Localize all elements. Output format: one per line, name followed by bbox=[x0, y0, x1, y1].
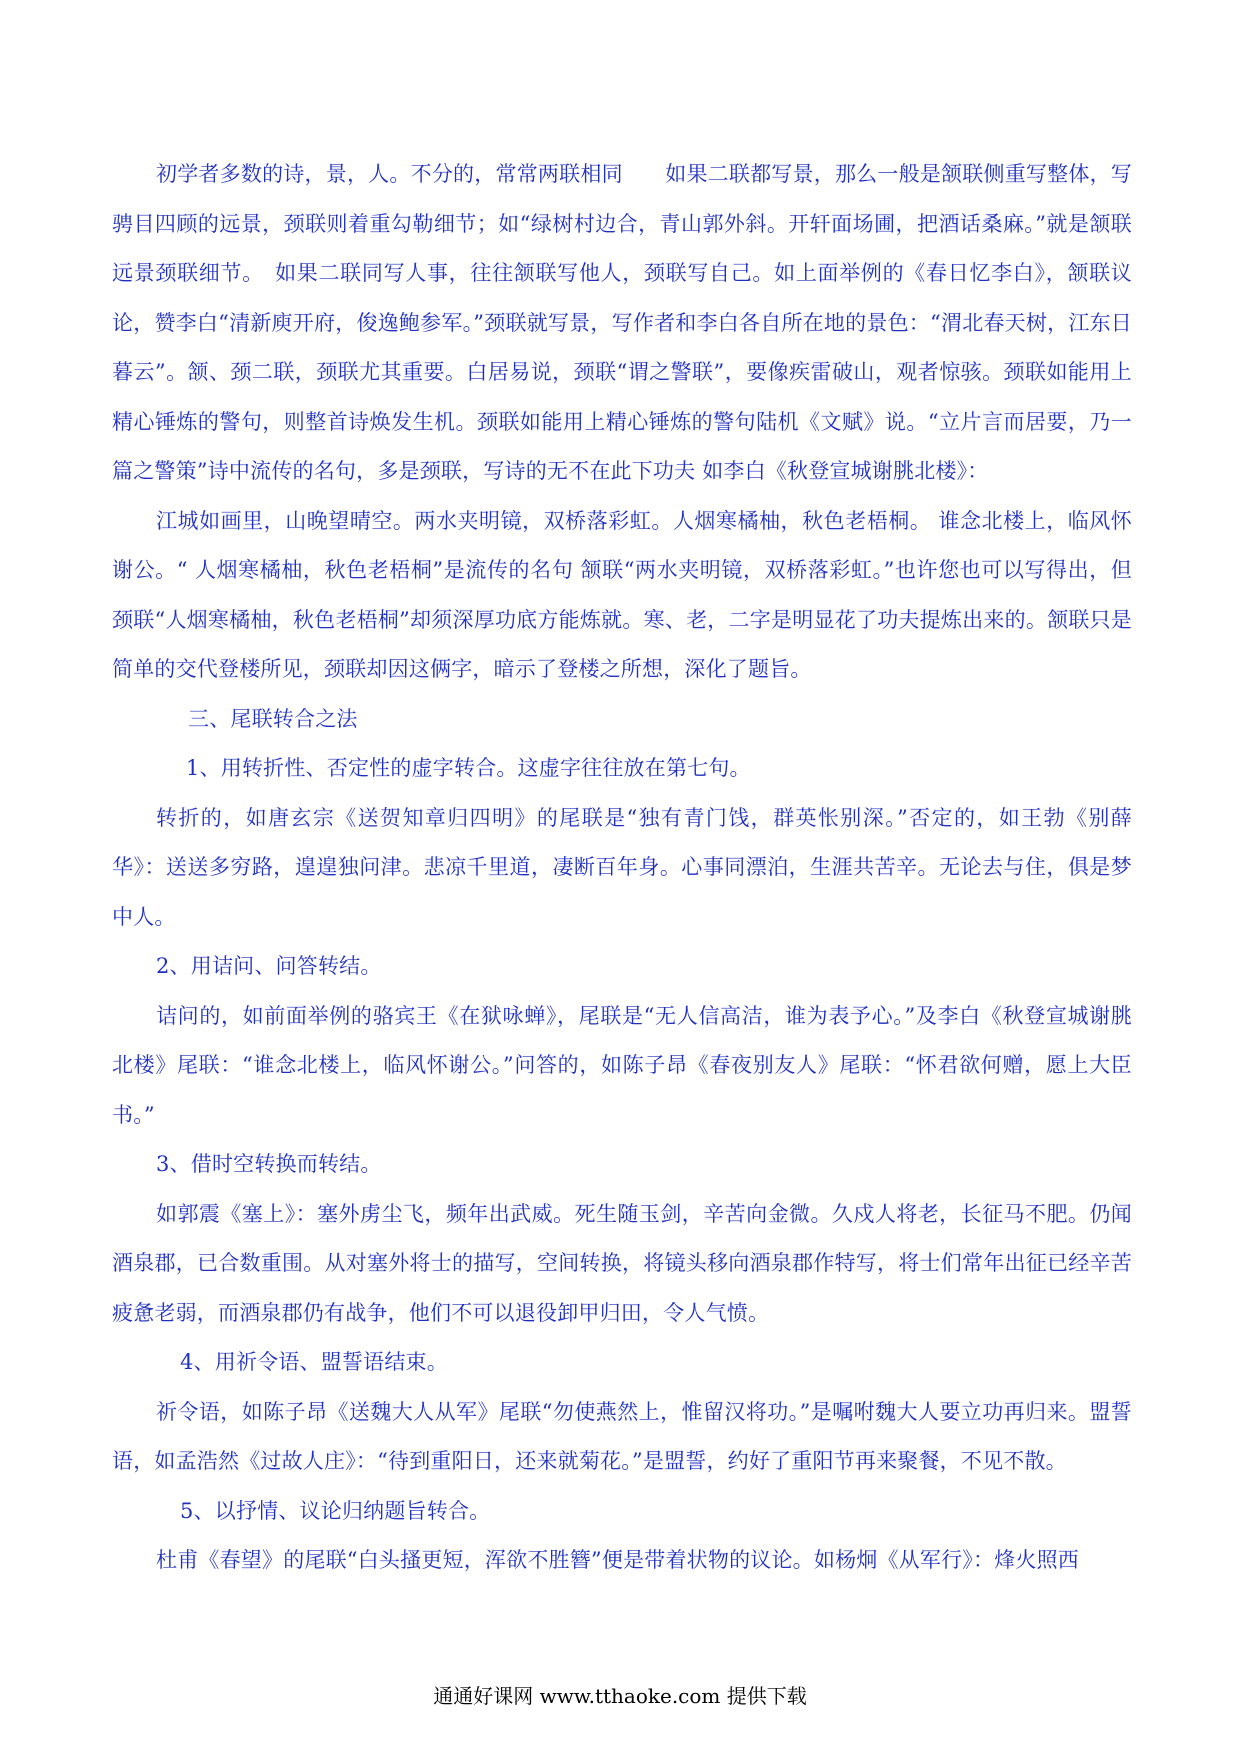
subheading-method-3: 3、借时空转换而转结。 bbox=[156, 1152, 382, 1176]
paragraph-method-1: 转折的，如唐玄宗《送贺知章归四明》的尾联是“独有青门饯，群英怅别深。”否定的，如王勃《别薛华》：送送多穷路，遑遑独问津。悲凉千里道，凄断百年身。心事同漂泊，生涯共苦辛。无论去与住，俱是梦中人。 bbox=[112, 805, 1132, 929]
paragraph-poem-example: 江城如画里，山晚望晴空。两水夹明镜，双桥落彩虹。人烟寒橘柚，秋色老梧桐。 谁念北楼上，临风怀谢公。“ 人烟寒橘柚，秋色老梧桐”是流传的名句 颔联“两水夹明镜，双桥落彩虹。”也许您也可以写得出，但颈联“人烟寒橘柚，秋色老梧桐”却须深厚功底方能炼就。寒、老，二字是明显花了功夫提炼出来的。颔联只是简单的交代登楼所见，颈联却因这俩字，暗示了登楼之所想，深化了题旨。 bbox=[112, 508, 1132, 681]
document-body bbox=[112, 150, 1132, 1586]
paragraph-method-4: 祈令语，如陈子昂《送魏大人从军》尾联“勿使燕然上，惟留汉将功。”是嘱咐魏大人要立功再归来。盟誓语，如孟浩然《过故人庄》：“待到重阳日，还来就菊花。”是盟誓，约好了重阳节再来聚餐，不见不散。 bbox=[112, 1399, 1132, 1473]
section-heading-tail-couplet: 三、尾联转合之法 bbox=[188, 706, 358, 731]
page-footer: 通通好课网 www.tthaoke.com 提供下载 bbox=[433, 1684, 807, 1708]
paragraph-method-2: 诘问的，如前面举例的骆宾王《在狱咏蝉》，尾联是“无人信高洁，谁为表予心。”及李白《秋登宣城谢朓北楼》尾联：“谁念北楼上，临风怀谢公。”问答的，如陈子昂《春夜别友人》尾联：“怀君欲何赠，愿上大臣书。” bbox=[112, 1003, 1132, 1127]
paragraph-method-3: 如郭震《塞上》：塞外虏尘飞，频年出武威。死生随玉剑，辛苦向金微。久戍人将老，长征马不肥。仍闻酒泉郡，已合数重围。从对塞外将士的描写，空间转换，将镜头移向酒泉郡作特写，将士们常年出征已经辛苦疲惫老弱，而酒泉郡仍有战争，他们不可以退役卸甲归田，令人气愤。 bbox=[112, 1201, 1132, 1325]
subheading-method-5: 5、以抒情、议论归纳题旨转合。 bbox=[180, 1498, 491, 1523]
subheading-method-2: 2、用诘问、问答转结。 bbox=[156, 954, 382, 978]
subheading-method-4: 4、用祈令语、盟誓语结束。 bbox=[180, 1350, 448, 1374]
paragraph-neck-couplet-intro: 初学者多数的诗，景，人。不分的，常常两联相同 如果二联都写景，那么一般是颔联侧重写整体，写骋目四顾的远景，颈联则着重勾勒细节；如“绿树村边合，青山郭外斜。开轩面场圃，把酒话桑麻。”就是颔联远景颈联细节。 如果二联同写人事，往往颔联写他人，颈联写自己。如上面举例的《春日忆李白》，颔联议论，赞李白“清新庾开府，俊逸鲍参军。”颈联就写景，写作者和李白各自所在地的景色：“渭北春天树，江东日暮云”。颔、颈二联，颈联尤其重要。白居易说，颈联“谓之警联”，要像疾雷破山，观者惊骇。颈联如能用上精心锤炼的警句，则整首诗焕发生机。颈联如能用上精心锤炼的警句陆机《文赋》说。“立片言而居要，乃一篇之警策”诗中流传的名句，多是颈联，写诗的无不在此下功夫 如李白《秋登宣城谢朓北楼》： bbox=[112, 162, 1132, 483]
subheading-method-1: 1、用转折性、否定性的虚字转合。这虚字往往放在第七句。 bbox=[186, 756, 751, 780]
paragraph-method-5: 杜甫《春望》的尾联“白头搔更短，浑欲不胜簪”便是带着状物的议论。如杨炯《从军行》：烽火照西 bbox=[156, 1548, 1079, 1572]
